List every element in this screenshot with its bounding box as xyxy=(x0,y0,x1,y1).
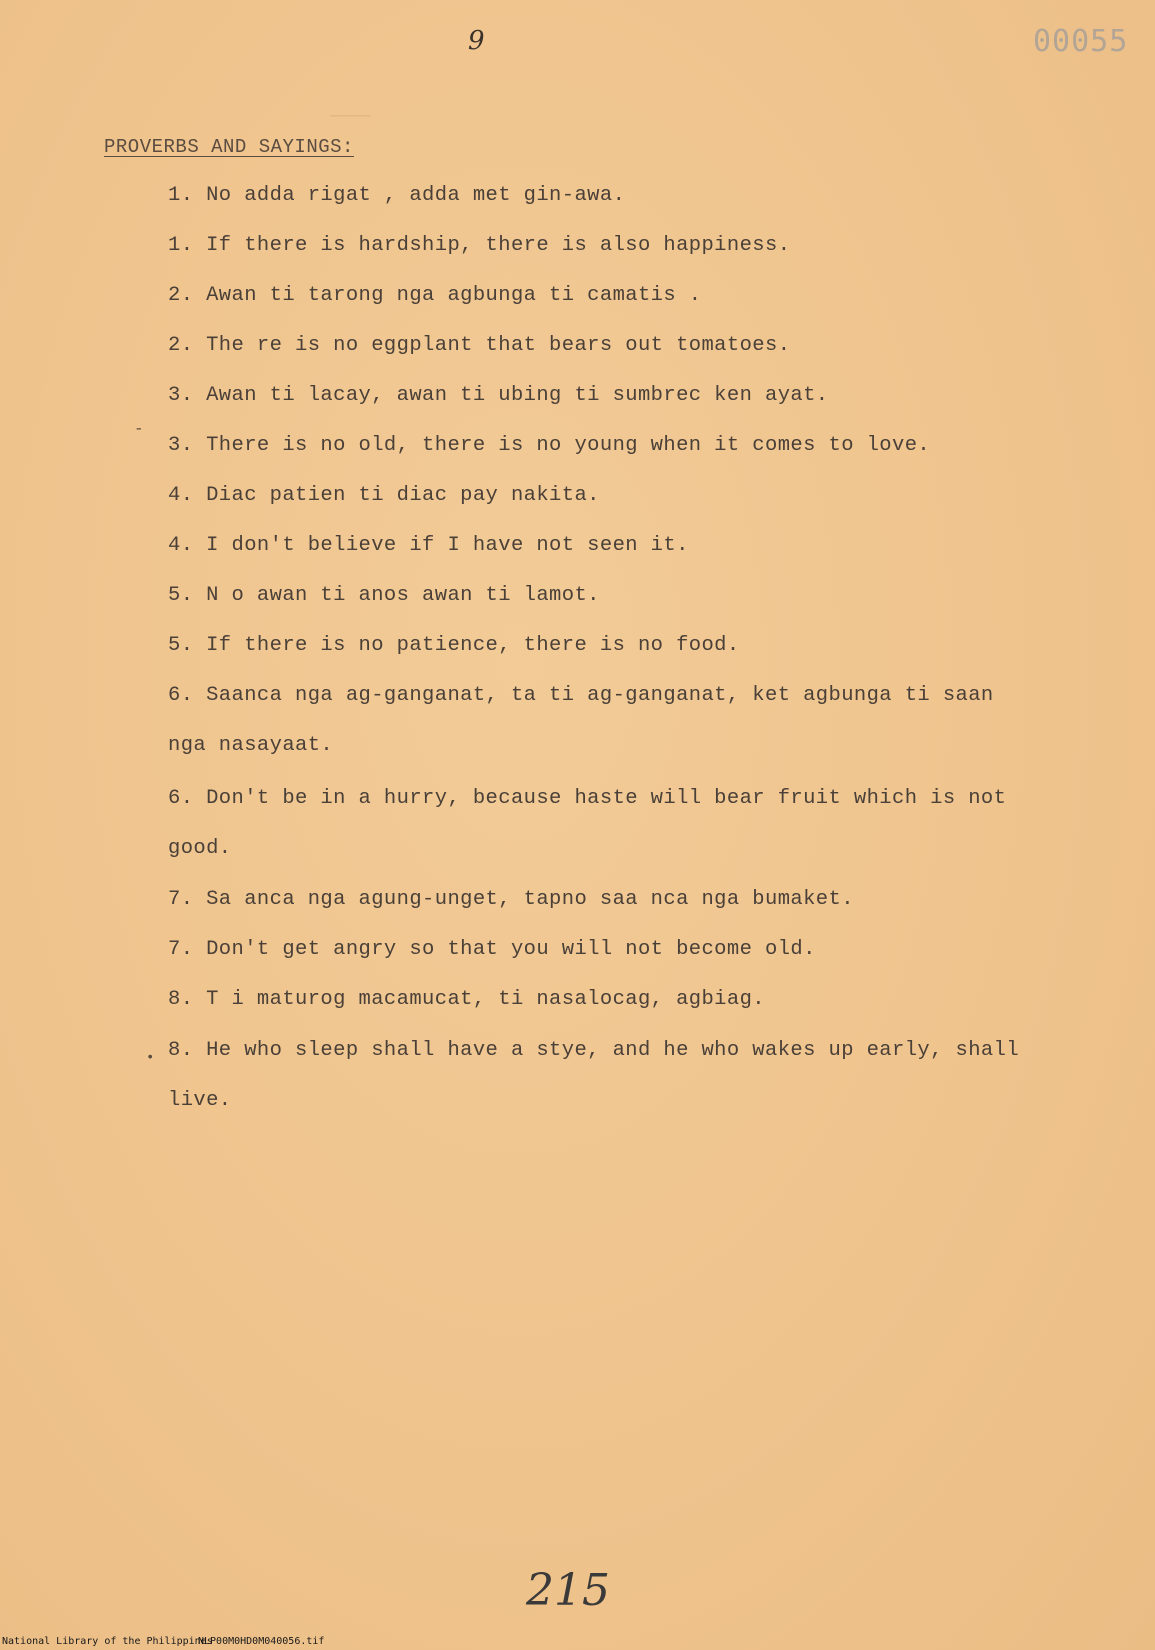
proverb-line: 1. If there is hardship, there is also happiness. xyxy=(168,234,791,257)
proverb-line: live. xyxy=(168,1089,232,1112)
proverb-line: 4. I don't believe if I have not seen it. xyxy=(168,534,689,557)
margin-dot: • xyxy=(146,1050,155,1066)
proverb-line: 7. Sa anca nga agung-unget, tapno saa nca nga bumaket. xyxy=(168,888,854,911)
handwritten-folio-number: 215 xyxy=(526,1565,610,1616)
proverb-line: 5. If there is no patience, there is no food. xyxy=(168,634,740,657)
proverb-line: 6. Saanca nga ag-ganganat, ta ti ag-ganganat, ket agbunga ti saan xyxy=(168,684,994,707)
proverb-line: 5. N o awan ti anos awan ti lamot. xyxy=(168,584,600,607)
proverb-line: 7. Don't get angry so that you will not become old. xyxy=(168,938,816,961)
proverb-line: 1. No adda rigat , adda met gin-awa. xyxy=(168,184,626,207)
archive-stamp: 00055 xyxy=(1033,24,1129,59)
proverb-line: 8. T i maturog macamucat, ti nasalocag, agbiag. xyxy=(168,988,765,1011)
footer-file-name: NLP00M0HD0M040056.tif xyxy=(198,1636,325,1647)
bleed-through-text: ──── xyxy=(330,108,371,127)
proverb-line: 3. Awan ti lacay, awan ti ubing ti sumbrec ken ayat. xyxy=(168,384,829,407)
proverb-line: 2. The re is no eggplant that bears out tomatoes. xyxy=(168,334,791,357)
footer-library-name: National Library of the Philippines xyxy=(2,1636,213,1647)
margin-mark: - xyxy=(134,420,144,438)
proverb-line: 4. Diac patien ti diac pay nakita. xyxy=(168,484,600,507)
proverb-line: 6. Don't be in a hurry, because haste will bear fruit which is not xyxy=(168,787,1007,810)
section-heading: PROVERBS AND SAYINGS: xyxy=(104,136,354,158)
proverb-line: good. xyxy=(168,837,232,860)
proverb-line: 2. Awan ti tarong nga agbunga ti camatis . xyxy=(168,284,702,307)
proverb-line: 3. There is no old, there is no young when it comes to love. xyxy=(168,434,931,457)
proverb-line: nga nasayaat. xyxy=(168,734,334,757)
page-number: 9 xyxy=(468,26,485,56)
proverb-line: 8. He who sleep shall have a stye, and he who wakes up early, shall xyxy=(168,1039,1020,1062)
